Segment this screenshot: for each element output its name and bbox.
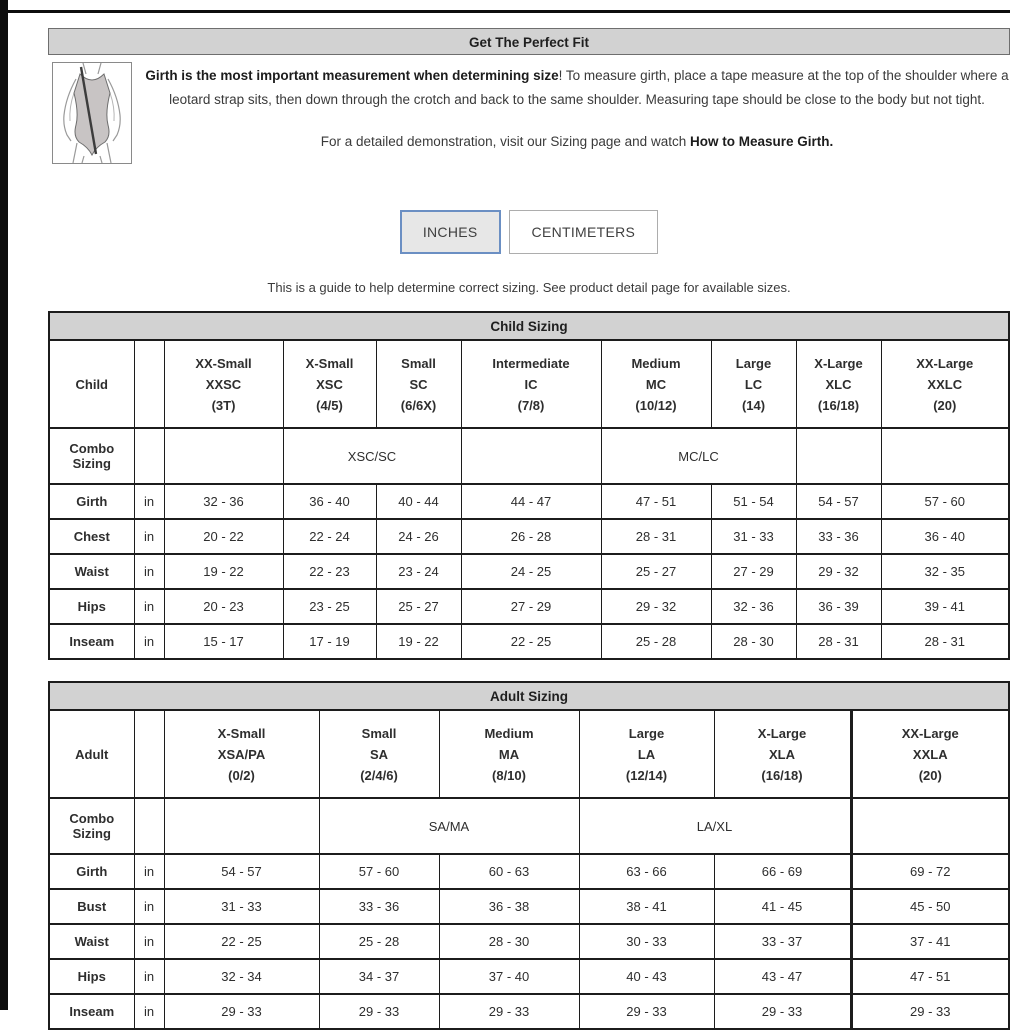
- row-group-label: Child: [49, 340, 134, 428]
- leotard-figure-icon: [53, 63, 131, 163]
- size-range-cell: 45 - 50: [851, 889, 1009, 924]
- sizing-page: [48, 28, 1010, 1030]
- size-range-cell: 32 - 34: [164, 959, 319, 994]
- column-header-code: XXSC: [205, 376, 242, 392]
- size-range-cell: 29 - 33: [851, 994, 1009, 1029]
- unit-cell: [134, 798, 164, 854]
- column-header-sizes: (14): [741, 397, 766, 413]
- size-column-header: [164, 710, 319, 798]
- size-range-cell: 25 - 28: [601, 624, 711, 659]
- size-range-cell: 27 - 29: [711, 554, 796, 589]
- size-range-cell: 26 - 28: [461, 519, 601, 554]
- table-caption: Adult Sizing: [49, 682, 1009, 710]
- demo-note-bold: How to Measure Girth.: [689, 134, 834, 149]
- size-range-cell: 28 - 31: [796, 624, 881, 659]
- size-range-cell: 32 - 36: [711, 589, 796, 624]
- size-range-cell: 29 - 33: [714, 994, 851, 1029]
- column-header-code: SA: [369, 746, 389, 762]
- size-range-cell: 41 - 45: [714, 889, 851, 924]
- unit-cell: in: [134, 994, 164, 1029]
- combo-cell: SA/MA: [319, 798, 579, 854]
- girth-instructions-body: ! To measure girth, place a tape measure at the top of the shoulder where a leotard strap sits, then down through the crotch and back to the same shoulder. Measuring tape should be close to the body but not tight.: [169, 68, 1009, 107]
- column-header-name: XX-Large: [901, 725, 959, 741]
- size-range-cell: 57 - 60: [319, 854, 439, 889]
- size-range-cell: 31 - 33: [164, 889, 319, 924]
- combo-cell: XSC/SC: [283, 428, 461, 484]
- column-header-code: LC: [744, 376, 763, 392]
- column-header-code: MA: [498, 746, 520, 762]
- column-header-name: Medium: [484, 725, 534, 741]
- demo-note-text: For a detailed demonstration, visit our Sizing page and watch: [320, 134, 690, 149]
- column-header-sizes: (20): [918, 767, 942, 783]
- column-header-sizes: (0/2): [228, 767, 255, 783]
- size-range-cell: 40 - 44: [376, 484, 461, 519]
- size-column-header: [881, 340, 1009, 428]
- size-column-header: [851, 710, 1009, 798]
- size-column-header: [461, 340, 601, 428]
- column-header-sizes: (6/6X): [400, 397, 437, 413]
- size-column-header: [601, 340, 711, 428]
- unit-toggle: [48, 210, 1010, 254]
- column-header-name: Large: [628, 725, 665, 741]
- sizing-tables: [48, 311, 1010, 1030]
- centimeters-button[interactable]: CENTIMETERS: [509, 210, 659, 254]
- size-range-cell: 28 - 30: [711, 624, 796, 659]
- girth-instructions: [144, 64, 1010, 112]
- girth-instructions-lead: Girth is the most important measurement when determining size: [145, 68, 559, 83]
- girth-intro-section: [48, 62, 1010, 164]
- column-header-name: XX-Small: [195, 355, 252, 371]
- size-range-cell: 24 - 26: [376, 519, 461, 554]
- size-range-cell: 54 - 57: [164, 854, 319, 889]
- leotard-girth-diagram-image: [52, 62, 132, 164]
- column-header-sizes: (7/8): [517, 397, 545, 413]
- unit-cell: in: [134, 484, 164, 519]
- size-range-cell: 51 - 54: [711, 484, 796, 519]
- unit-cell: in: [134, 854, 164, 889]
- size-column-header: [711, 340, 796, 428]
- size-range-cell: 54 - 57: [796, 484, 881, 519]
- size-range-cell: 30 - 33: [579, 924, 714, 959]
- column-header-name: XX-Large: [916, 355, 974, 371]
- combo-cell: [164, 428, 283, 484]
- size-range-cell: 28 - 30: [439, 924, 579, 959]
- column-header-sizes: (16/18): [761, 767, 803, 783]
- size-range-cell: 57 - 60: [881, 484, 1009, 519]
- window-edge-left: [0, 0, 8, 1010]
- size-range-cell: 36 - 39: [796, 589, 881, 624]
- child-sizing-table: [48, 311, 1010, 660]
- size-range-cell: 47 - 51: [851, 959, 1009, 994]
- size-range-cell: 66 - 69: [714, 854, 851, 889]
- measurement-row: [49, 554, 1009, 589]
- size-column-header: [439, 710, 579, 798]
- size-range-cell: 23 - 24: [376, 554, 461, 589]
- column-header-sizes: (10/12): [635, 397, 677, 413]
- combo-row-label: Combo Sizing: [49, 428, 134, 484]
- size-range-cell: 33 - 36: [319, 889, 439, 924]
- size-range-cell: 19 - 22: [376, 624, 461, 659]
- size-range-cell: 29 - 32: [796, 554, 881, 589]
- combo-cell: [881, 428, 1009, 484]
- column-header-name: X-Large: [757, 725, 807, 741]
- size-range-cell: 24 - 25: [461, 554, 601, 589]
- column-header-sizes: (12/14): [625, 767, 668, 783]
- column-header-name: Small: [361, 725, 397, 741]
- row-group-label: Adult: [49, 710, 134, 798]
- size-range-cell: 38 - 41: [579, 889, 714, 924]
- size-range-cell: 37 - 41: [851, 924, 1009, 959]
- unit-cell: in: [134, 959, 164, 994]
- measurement-label: Waist: [49, 554, 134, 589]
- inches-button[interactable]: INCHES: [400, 210, 501, 254]
- measurement-row: [49, 924, 1009, 959]
- window-edge-top: [8, 10, 1010, 13]
- combo-cell: [164, 798, 319, 854]
- size-column-header: [579, 710, 714, 798]
- column-header-sizes: (2/4/6): [360, 767, 398, 783]
- measurement-row: [49, 589, 1009, 624]
- size-range-cell: 69 - 72: [851, 854, 1009, 889]
- size-range-cell: 22 - 25: [461, 624, 601, 659]
- girth-intro-text: [132, 62, 1010, 164]
- column-header-code: XLC: [825, 376, 852, 392]
- size-range-cell: 39 - 41: [881, 589, 1009, 624]
- combo-cell: LA/XL: [579, 798, 851, 854]
- unit-cell: in: [134, 924, 164, 959]
- column-header-name: Medium: [631, 355, 681, 371]
- measurement-label: Waist: [49, 924, 134, 959]
- size-range-cell: 25 - 27: [376, 589, 461, 624]
- size-range-cell: 36 - 38: [439, 889, 579, 924]
- guide-note: This is a guide to help determine correct sizing. See product detail page for available sizes.: [267, 280, 791, 295]
- size-range-cell: 34 - 37: [319, 959, 439, 994]
- combo-cell: [461, 428, 601, 484]
- size-range-cell: 22 - 23: [283, 554, 376, 589]
- size-range-cell: 37 - 40: [439, 959, 579, 994]
- demo-note: [144, 134, 1010, 149]
- column-header-code: XSA/PA: [217, 746, 266, 762]
- size-range-cell: 17 - 19: [283, 624, 376, 659]
- column-header-sizes: (20): [933, 397, 957, 413]
- unit-cell: in: [134, 554, 164, 589]
- combo-cell: [796, 428, 881, 484]
- size-column-header: [796, 340, 881, 428]
- unit-cell: in: [134, 889, 164, 924]
- measurement-row: [49, 484, 1009, 519]
- combo-cell: [851, 798, 1009, 854]
- combo-cell: MC/LC: [601, 428, 796, 484]
- size-range-cell: 29 - 33: [319, 994, 439, 1029]
- size-range-cell: 36 - 40: [283, 484, 376, 519]
- column-header-code: XSC: [316, 376, 343, 392]
- size-range-cell: 47 - 51: [601, 484, 711, 519]
- measurement-label: Hips: [49, 959, 134, 994]
- size-range-cell: 28 - 31: [601, 519, 711, 554]
- size-range-cell: 29 - 33: [579, 994, 714, 1029]
- measurement-row: [49, 889, 1009, 924]
- unit-cell: [134, 710, 164, 798]
- size-range-cell: 29 - 33: [439, 994, 579, 1029]
- column-header-sizes: (16/18): [817, 397, 860, 413]
- page-title: Get The Perfect Fit: [48, 28, 1010, 55]
- size-range-cell: 25 - 28: [319, 924, 439, 959]
- column-header-code: XXLA: [912, 746, 948, 762]
- size-range-cell: 29 - 33: [164, 994, 319, 1029]
- measurement-label: Girth: [49, 854, 134, 889]
- adult-sizing-table: [48, 681, 1010, 1030]
- measurement-label: Inseam: [49, 624, 134, 659]
- size-range-cell: 20 - 22: [164, 519, 283, 554]
- unit-cell: [134, 340, 164, 428]
- column-header-name: X-Large: [814, 355, 863, 371]
- size-range-cell: 22 - 25: [164, 924, 319, 959]
- unit-cell: [134, 428, 164, 484]
- size-column-header: [283, 340, 376, 428]
- size-column-header: [319, 710, 439, 798]
- column-header-code: MC: [645, 376, 667, 392]
- size-range-cell: 23 - 25: [283, 589, 376, 624]
- measurement-row: [49, 624, 1009, 659]
- size-range-cell: 63 - 66: [579, 854, 714, 889]
- size-range-cell: 15 - 17: [164, 624, 283, 659]
- column-header-code: IC: [524, 376, 538, 392]
- size-range-cell: 60 - 63: [439, 854, 579, 889]
- column-header-name: X-Small: [305, 355, 354, 371]
- column-header-code: SC: [409, 376, 428, 392]
- measurement-row: [49, 519, 1009, 554]
- column-header-name: Intermediate: [492, 355, 570, 371]
- size-range-cell: 44 - 47: [461, 484, 601, 519]
- measurement-label: Inseam: [49, 994, 134, 1029]
- size-range-cell: 33 - 36: [796, 519, 881, 554]
- measurement-row: [49, 994, 1009, 1029]
- size-range-cell: 29 - 32: [601, 589, 711, 624]
- size-range-cell: 20 - 23: [164, 589, 283, 624]
- measurement-label: Hips: [49, 589, 134, 624]
- column-header-code: XLA: [769, 746, 795, 762]
- unit-cell: in: [134, 624, 164, 659]
- size-column-header: [376, 340, 461, 428]
- measurement-label: Bust: [49, 889, 134, 924]
- size-range-cell: 28 - 31: [881, 624, 1009, 659]
- size-range-cell: 19 - 22: [164, 554, 283, 589]
- column-header-code: XXLC: [927, 376, 963, 392]
- size-column-header: [164, 340, 283, 428]
- column-header-sizes: (8/10): [492, 767, 526, 783]
- column-header-name: X-Small: [217, 725, 266, 741]
- column-header-code: LA: [637, 746, 656, 762]
- combo-row-label: Combo Sizing: [49, 798, 134, 854]
- measurement-row: [49, 854, 1009, 889]
- size-range-cell: 32 - 35: [881, 554, 1009, 589]
- size-range-cell: 33 - 37: [714, 924, 851, 959]
- size-range-cell: 27 - 29: [461, 589, 601, 624]
- column-header-name: Small: [401, 355, 436, 371]
- measurement-label: Chest: [49, 519, 134, 554]
- size-range-cell: 22 - 24: [283, 519, 376, 554]
- unit-cell: in: [134, 589, 164, 624]
- column-header-sizes: (3T): [211, 397, 236, 413]
- measurement-row: [49, 959, 1009, 994]
- size-range-cell: 40 - 43: [579, 959, 714, 994]
- size-range-cell: 36 - 40: [881, 519, 1009, 554]
- size-range-cell: 31 - 33: [711, 519, 796, 554]
- unit-cell: in: [134, 519, 164, 554]
- size-range-cell: 43 - 47: [714, 959, 851, 994]
- column-header-name: Large: [735, 355, 772, 371]
- size-range-cell: 25 - 27: [601, 554, 711, 589]
- size-column-header: [714, 710, 851, 798]
- column-header-sizes: (4/5): [316, 397, 343, 413]
- size-range-cell: 32 - 36: [164, 484, 283, 519]
- table-caption: Child Sizing: [49, 312, 1009, 340]
- measurement-label: Girth: [49, 484, 134, 519]
